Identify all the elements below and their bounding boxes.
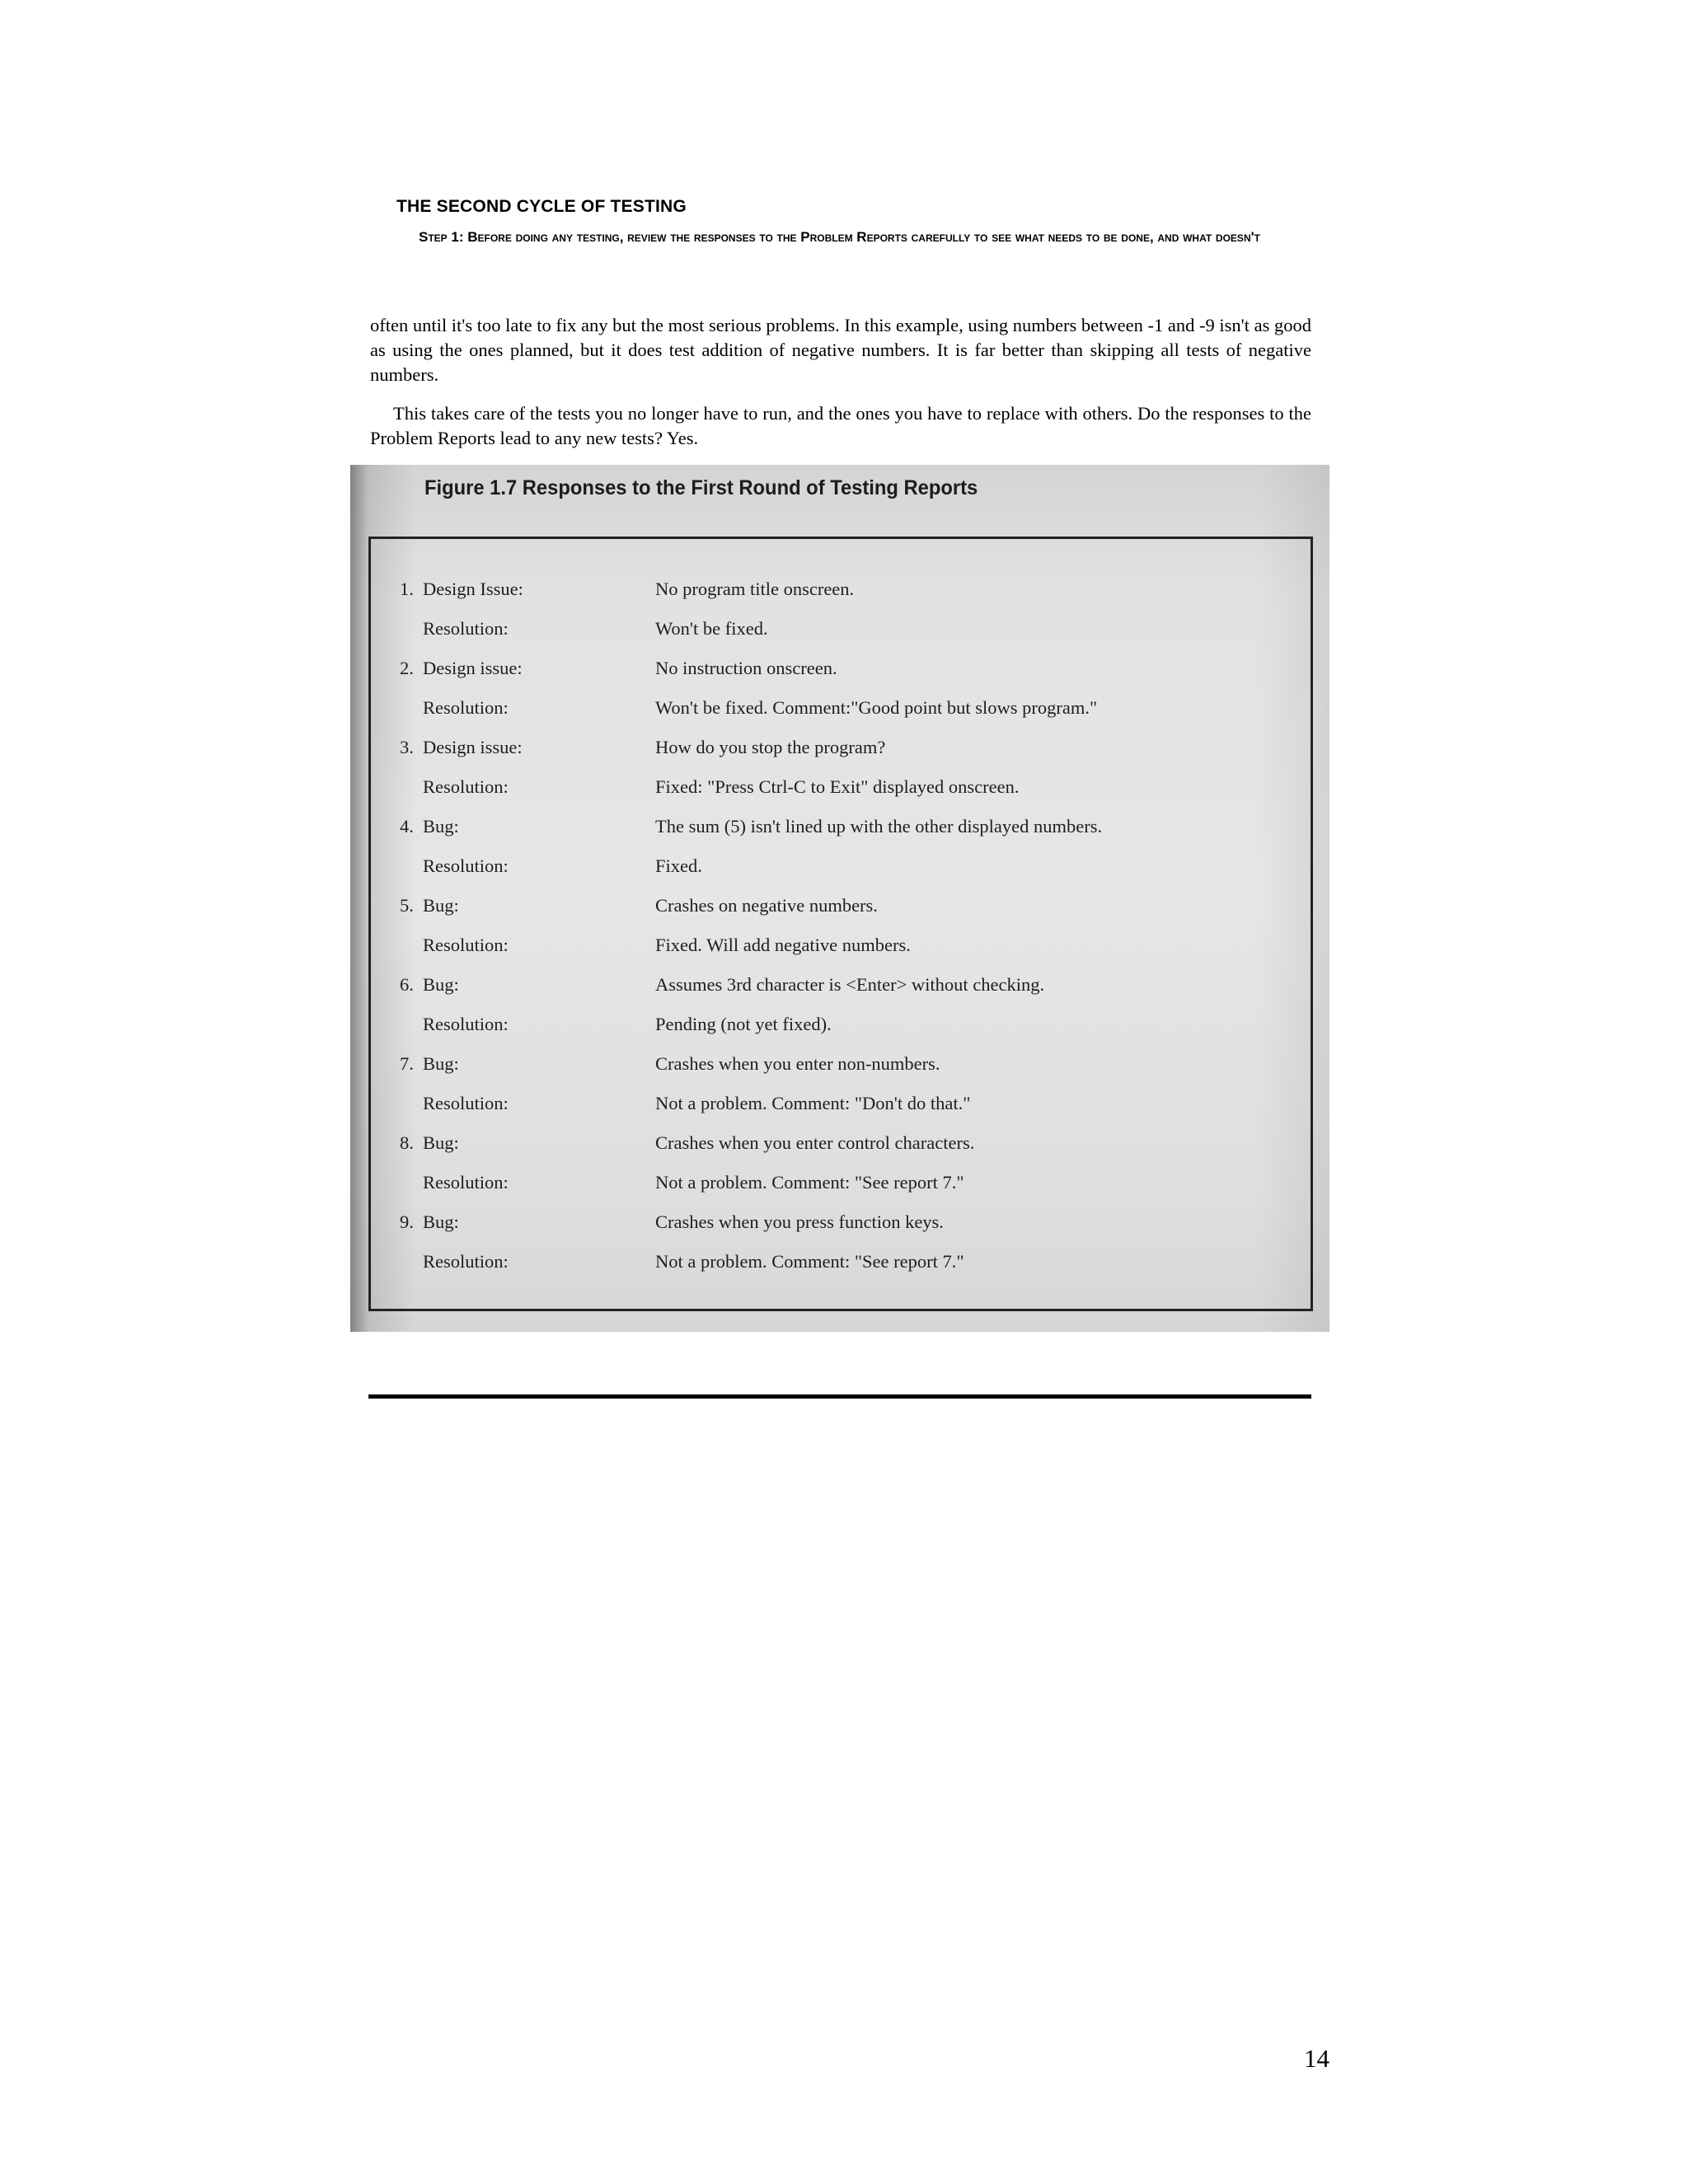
report-issue-row: [371, 895, 1311, 928]
report-resolution-row: [371, 697, 1311, 730]
section-title: THE SECOND CYCLE OF TESTING: [396, 197, 687, 216]
report-type: Bug:: [423, 974, 459, 995]
resolution-label: Resolution:: [423, 1093, 509, 1113]
report-type: Design issue:: [423, 658, 523, 678]
report-type: Bug:: [423, 816, 459, 837]
report-number: 2.: [400, 658, 414, 678]
report-resolution: Not a problem. Comment: "Don't do that.": [655, 1093, 971, 1113]
report-resolution: Not a problem. Comment: "See report 7.": [655, 1251, 964, 1272]
report-issue: The sum (5) isn't lined up with the other displayed numbers.: [655, 816, 1103, 837]
report-type: Design issue:: [423, 737, 523, 757]
horizontal-rule: [368, 1394, 1311, 1399]
report-issue: Assumes 3rd character is <Enter> without checking.: [655, 974, 1045, 995]
report-issue-row: [371, 1132, 1311, 1165]
report-resolution: Fixed: "Press Ctrl-C to Exit" displayed onscreen.: [655, 776, 1020, 797]
report-number: 4.: [400, 816, 414, 837]
resolution-label: Resolution:: [423, 855, 509, 876]
report-type: Bug:: [423, 1132, 459, 1153]
report-number: 7.: [400, 1053, 414, 1074]
report-resolution-row: [371, 1093, 1311, 1126]
report-issue-row: [371, 1053, 1311, 1086]
resolution-label: Resolution:: [423, 618, 509, 639]
report-resolution: Won't be fixed. Comment:"Good point but slows program.": [655, 697, 1098, 718]
report-issue-row: [371, 658, 1311, 691]
page-number: 14: [1304, 2044, 1329, 2073]
report-number: 1.: [400, 579, 414, 599]
report-issue: Crashes when you enter non-numbers.: [655, 1053, 940, 1074]
report-resolution: Fixed. Will add negative numbers.: [655, 935, 911, 955]
report-issue: Crashes on negative numbers.: [655, 895, 878, 916]
resolution-label: Resolution:: [423, 935, 509, 955]
report-issue: No instruction onscreen.: [655, 658, 837, 678]
report-issue-row: [371, 579, 1311, 612]
report-issue-row: [371, 974, 1311, 1007]
figure-box: [368, 537, 1313, 1311]
report-issue: Crashes when you enter control characters.: [655, 1132, 975, 1153]
figure-scan: [350, 465, 1329, 1332]
report-type: Bug:: [423, 895, 459, 916]
report-type: Bug:: [423, 1053, 459, 1074]
report-issue: How do you stop the program?: [655, 737, 886, 757]
report-number: 5.: [400, 895, 414, 916]
report-resolution: Fixed.: [655, 855, 702, 876]
report-issue-row: [371, 1212, 1311, 1244]
report-resolution-row: [371, 935, 1311, 968]
report-resolution-row: [371, 1172, 1311, 1205]
report-number: 8.: [400, 1132, 414, 1153]
report-issue: Crashes when you press function keys.: [655, 1212, 944, 1232]
report-resolution: Not a problem. Comment: "See report 7.": [655, 1172, 964, 1193]
resolution-label: Resolution:: [423, 1014, 509, 1034]
step-title: Step 1: Before doing any testing, review the responses to the Problem Reports carefully to see what needs to be done, and what doesn't: [419, 229, 1260, 245]
resolution-label: Resolution:: [423, 1251, 509, 1272]
report-resolution-row: [371, 1014, 1311, 1047]
body-paragraph-1: often until it's too late to fix any but the most serious problems. In this example, using numbers between -1 and -9 isn't as good as using the ones planned, but it does test addition of negative numbers. It is far better than skipping all tests of negative numbers.: [370, 315, 1311, 385]
report-resolution-row: [371, 618, 1311, 651]
report-number: 9.: [400, 1212, 414, 1232]
report-number: 3.: [400, 737, 414, 757]
resolution-label: Resolution:: [423, 1172, 509, 1193]
report-type: Bug:: [423, 1212, 459, 1232]
report-number: 6.: [400, 974, 414, 995]
report-type: Design Issue:: [423, 579, 523, 599]
report-resolution: Won't be fixed.: [655, 618, 768, 639]
report-issue-row: [371, 737, 1311, 770]
report-resolution-row: [371, 855, 1311, 888]
report-resolution-row: [371, 776, 1311, 809]
report-resolution-row: [371, 1251, 1311, 1284]
figure-title: Figure 1.7 Responses to the First Round of Testing Reports: [424, 476, 978, 499]
resolution-label: Resolution:: [423, 776, 509, 797]
report-issue-row: [371, 816, 1311, 849]
body-paragraph-2: This takes care of the tests you no longer have to run, and the ones you have to replace with others. Do the responses to the Problem Reports lead to any new tests? Yes.: [370, 403, 1311, 448]
report-resolution: Pending (not yet fixed).: [655, 1014, 832, 1034]
resolution-label: Resolution:: [423, 697, 509, 718]
report-issue: No program title onscreen.: [655, 579, 855, 599]
